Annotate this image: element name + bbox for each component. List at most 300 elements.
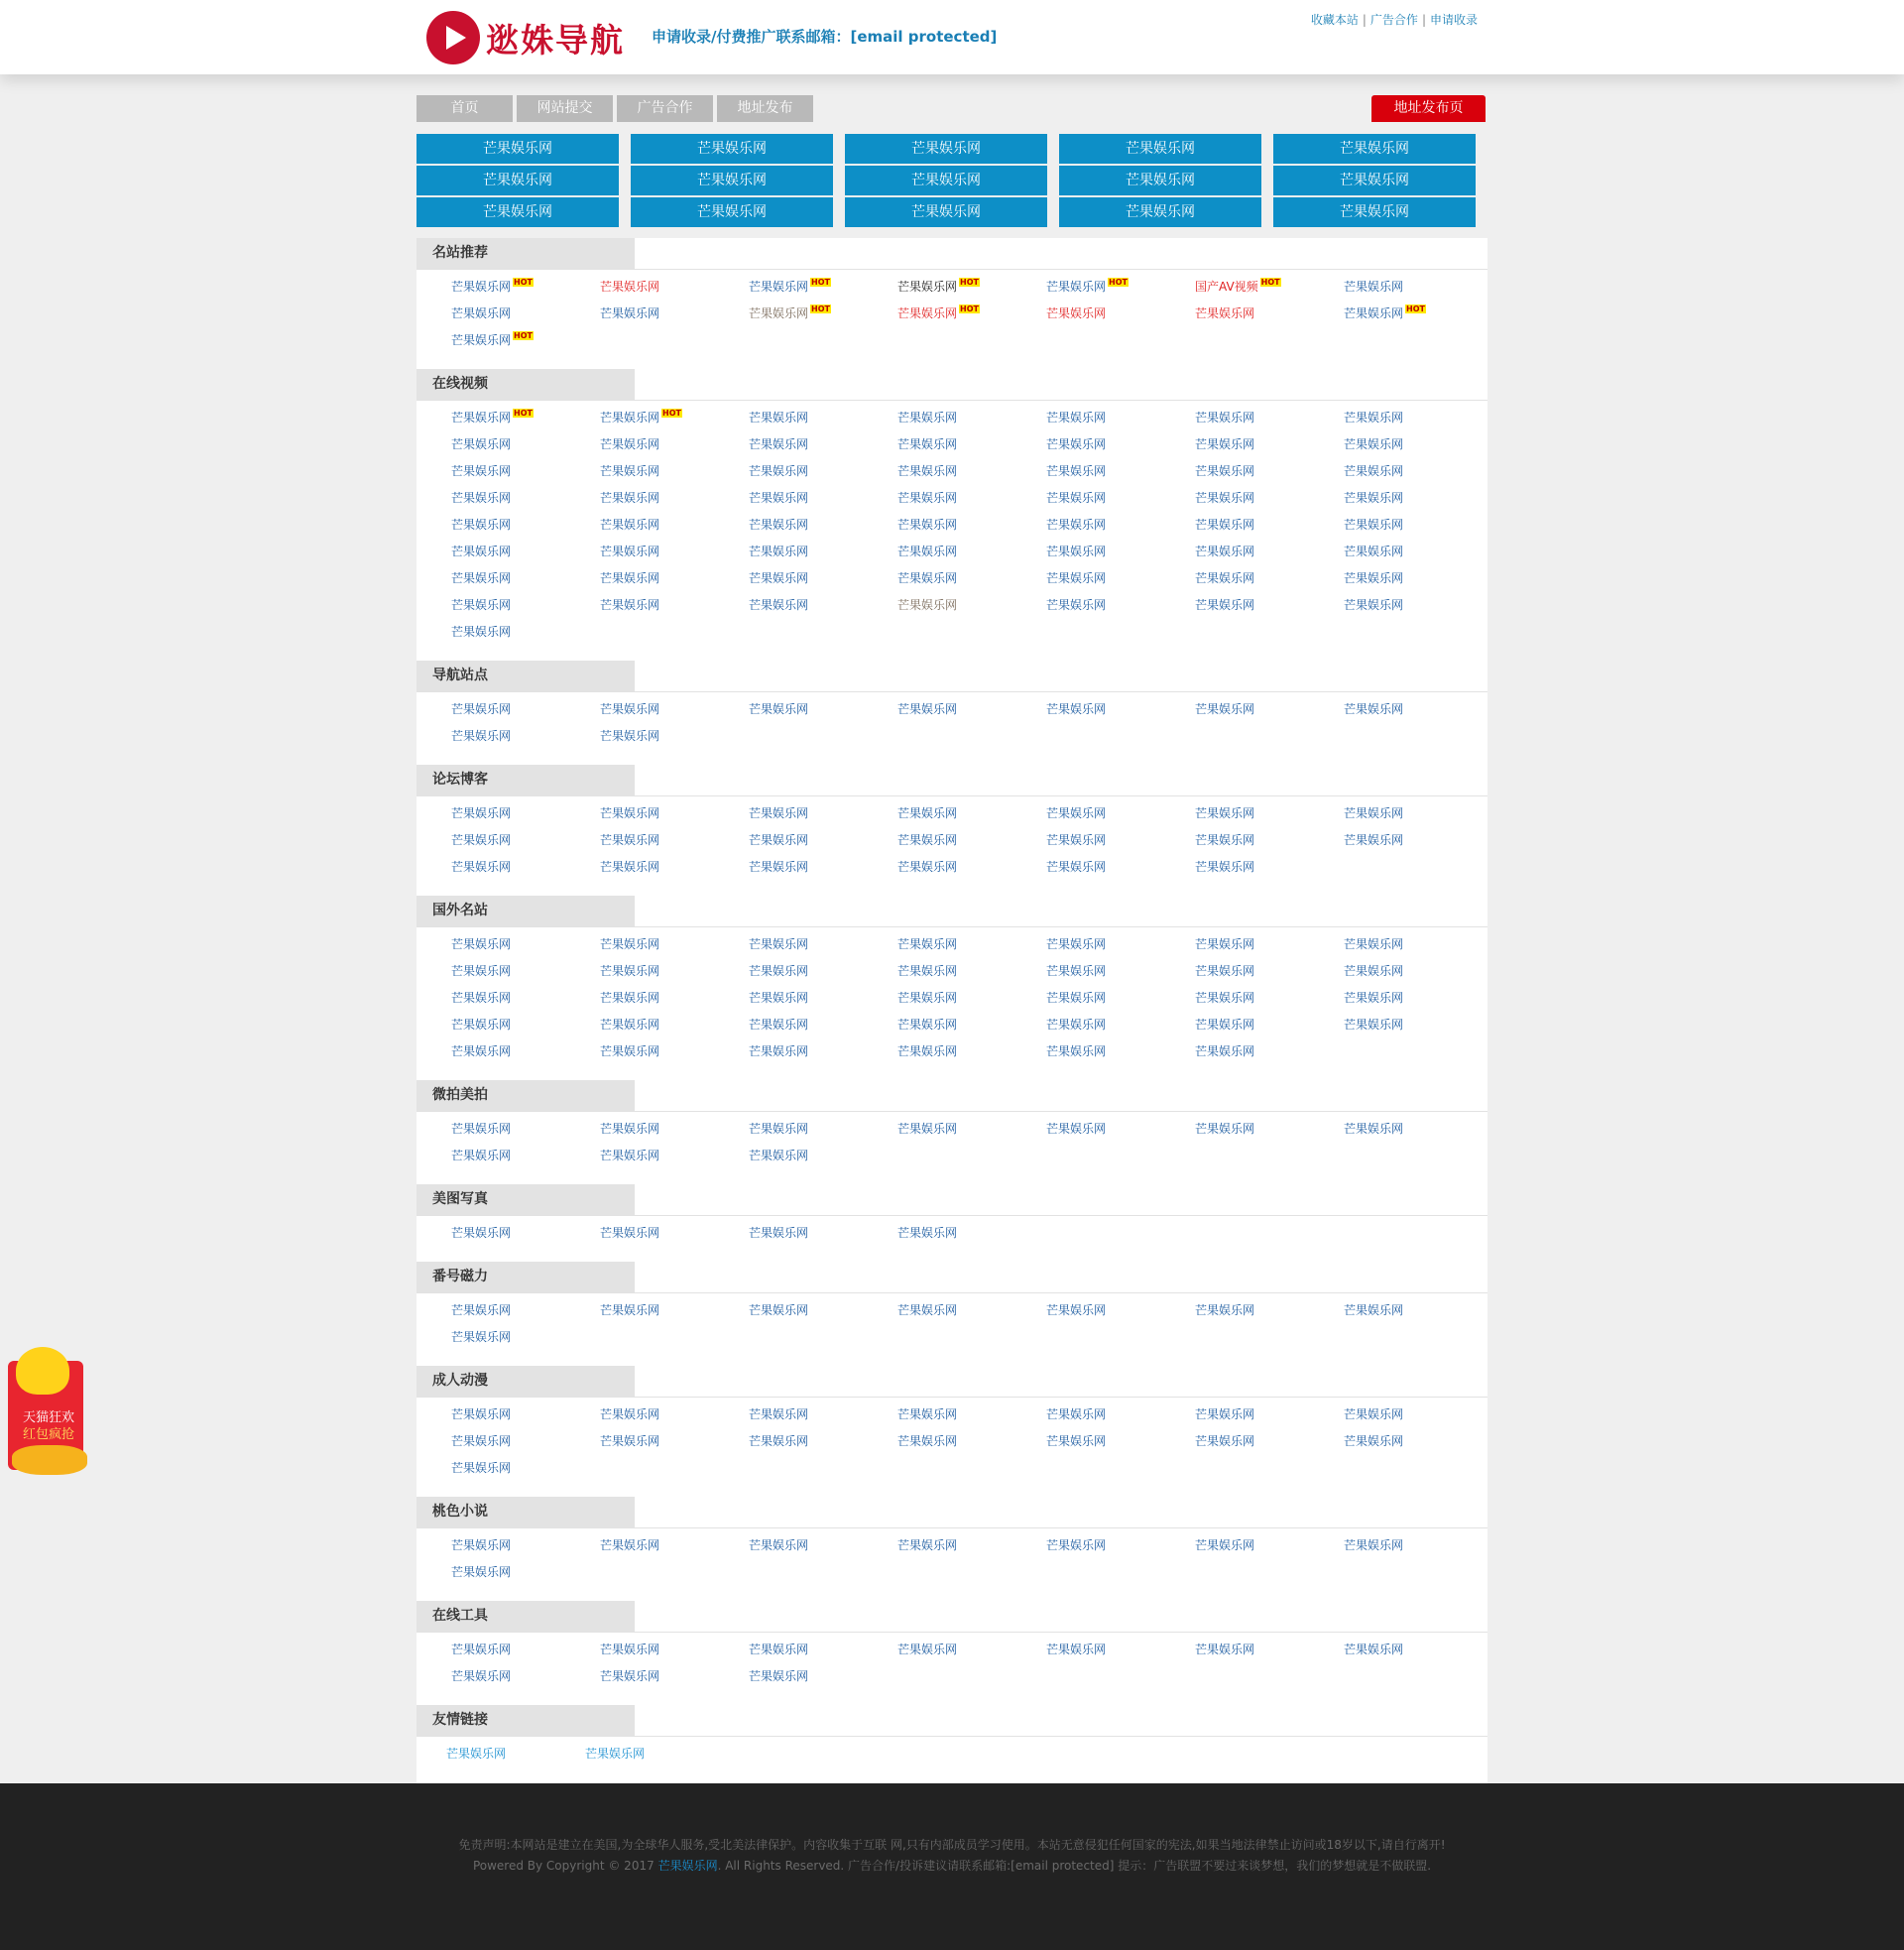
site-link[interactable] — [1344, 1534, 1492, 1556]
site-link[interactable] — [451, 433, 600, 455]
site-link-label: 芒果娱乐网 — [1195, 545, 1255, 558]
site-link[interactable] — [897, 829, 1046, 851]
site-link[interactable] — [451, 1014, 600, 1036]
ad-cooperation-link[interactable]: 广告合作 — [1369, 13, 1418, 27]
site-link[interactable] — [600, 541, 749, 562]
site-link-label: 芒果娱乐网 — [1195, 1643, 1255, 1656]
site-link[interactable] — [451, 329, 600, 351]
site-link[interactable] — [451, 1040, 600, 1062]
ad-line2: 红包疯抢 — [22, 1427, 74, 1442]
site-link[interactable] — [600, 407, 749, 428]
site-link[interactable] — [749, 1534, 897, 1556]
featured-link[interactable]: 芒果娱乐网 — [845, 197, 1047, 227]
nav-address-publish[interactable]: 地址发布 — [717, 95, 813, 122]
site-link[interactable] — [600, 567, 749, 589]
site-link[interactable] — [1344, 1403, 1492, 1425]
site-link-label: 芒果娱乐网 — [1046, 411, 1107, 425]
site-link[interactable] — [1344, 1118, 1492, 1140]
site-link[interactable] — [897, 433, 1046, 455]
apply-inclusion-link[interactable]: 申请收录 — [1429, 13, 1478, 27]
site-link-label: 芒果娱乐网 — [749, 518, 809, 532]
site-link[interactable] — [749, 567, 897, 589]
site-link[interactable] — [600, 802, 749, 824]
site-link[interactable] — [451, 1457, 600, 1479]
site-link[interactable] — [1195, 1639, 1344, 1660]
site-link[interactable] — [1344, 276, 1492, 298]
site-link-label: 芒果娱乐网 — [1046, 991, 1107, 1005]
play-logo-icon — [426, 11, 480, 64]
site-link-label: 芒果娱乐网 — [1344, 937, 1404, 951]
site-link[interactable] — [749, 276, 897, 298]
site-link[interactable] — [1344, 460, 1492, 482]
site-link[interactable] — [1344, 987, 1492, 1009]
site-link[interactable] — [1046, 487, 1195, 509]
site-link[interactable] — [1195, 829, 1344, 851]
site-link-label: 芒果娱乐网 — [1046, 1538, 1107, 1552]
site-link[interactable] — [451, 933, 600, 955]
site-link[interactable] — [1195, 433, 1344, 455]
site-link-label: 芒果娱乐网 — [451, 1149, 512, 1162]
site-link[interactable] — [451, 487, 600, 509]
site-link[interactable] — [600, 487, 749, 509]
site-link-label: 芒果娱乐网 — [451, 729, 512, 743]
site-link[interactable] — [600, 1014, 749, 1036]
site-link-label: 芒果娱乐网 — [1195, 437, 1255, 451]
site-link[interactable] — [749, 1639, 897, 1660]
site-link-label: 芒果娱乐网 — [1344, 464, 1404, 478]
site-link-label: 芒果娱乐网 — [1046, 1434, 1107, 1448]
site-link[interactable] — [749, 514, 897, 536]
site-link-label: 芒果娱乐网 — [1344, 991, 1404, 1005]
site-link-label: 芒果娱乐网 — [451, 491, 512, 505]
site-link-label: 芒果娱乐网 — [749, 598, 809, 612]
site-link[interactable] — [1046, 433, 1195, 455]
site-link-label: 芒果娱乐网 — [897, 1018, 958, 1032]
site-link[interactable] — [1046, 856, 1195, 878]
site-link-label: 芒果娱乐网 — [1195, 1434, 1255, 1448]
site-link[interactable] — [600, 1222, 749, 1244]
site-link-label: 芒果娱乐网 — [1344, 1538, 1404, 1552]
site-link-label: 芒果娱乐网 — [451, 1407, 512, 1421]
site-link[interactable] — [749, 1665, 897, 1687]
site-link-label: 芒果娱乐网 — [451, 545, 512, 558]
featured-link[interactable]: 芒果娱乐网 — [631, 134, 833, 164]
site-link[interactable] — [600, 1403, 749, 1425]
featured-link[interactable]: 芒果娱乐网 — [1059, 166, 1261, 195]
site-link[interactable] — [451, 1326, 600, 1348]
featured-link[interactable]: 芒果娱乐网 — [416, 134, 619, 164]
site-link[interactable] — [897, 1639, 1046, 1660]
site-link[interactable] — [1195, 1403, 1344, 1425]
site-link[interactable] — [749, 1118, 897, 1140]
site-link[interactable] — [749, 407, 897, 428]
site-link[interactable] — [600, 276, 749, 298]
site-link[interactable] — [451, 460, 600, 482]
featured-link[interactable]: 芒果娱乐网 — [416, 197, 619, 227]
site-link[interactable] — [1344, 802, 1492, 824]
site-link[interactable] — [1195, 933, 1344, 955]
site-link[interactable] — [897, 1299, 1046, 1321]
floating-ad[interactable] — [2, 1341, 88, 1482]
site-link-label: 芒果娱乐网 — [600, 598, 660, 612]
site-link[interactable] — [451, 621, 600, 643]
site-link[interactable] — [1195, 567, 1344, 589]
site-link[interactable] — [897, 698, 1046, 720]
site-link[interactable] — [897, 802, 1046, 824]
nav-submit-site[interactable]: 网站提交 — [517, 95, 613, 122]
site-link[interactable] — [749, 433, 897, 455]
site-link[interactable] — [451, 1639, 600, 1660]
site-link[interactable] — [897, 594, 1046, 616]
site-link[interactable] — [600, 987, 749, 1009]
site-link[interactable] — [1046, 960, 1195, 982]
site-link[interactable] — [1195, 856, 1344, 878]
featured-link[interactable]: 芒果娱乐网 — [631, 166, 833, 195]
hot-badge: HOT — [960, 278, 979, 287]
site-link-label: 芒果娱乐网 — [1046, 1018, 1107, 1032]
site-link[interactable] — [1046, 1430, 1195, 1452]
friend-link[interactable]: 芒果娱乐网 — [585, 1747, 646, 1761]
site-link[interactable] — [451, 1145, 600, 1166]
site-logo[interactable] — [426, 10, 625, 65]
site-link[interactable] — [600, 1430, 749, 1452]
site-link[interactable] — [897, 1403, 1046, 1425]
site-link[interactable] — [749, 1014, 897, 1036]
site-link[interactable] — [1046, 698, 1195, 720]
site-link-label: 芒果娱乐网 — [1344, 491, 1404, 505]
site-link[interactable] — [1344, 303, 1492, 324]
site-link[interactable] — [451, 856, 600, 878]
site-link[interactable] — [600, 594, 749, 616]
site-link-label: 芒果娱乐网 — [1046, 491, 1107, 505]
site-link[interactable] — [600, 725, 749, 747]
site-link[interactable] — [451, 1118, 600, 1140]
site-link-label: 芒果娱乐网 — [1195, 702, 1255, 716]
site-link[interactable] — [1046, 1299, 1195, 1321]
site-link[interactable] — [600, 514, 749, 536]
site-link[interactable] — [897, 567, 1046, 589]
publish-page-button[interactable]: 地址发布页 — [1371, 95, 1486, 122]
site-link[interactable] — [451, 1222, 600, 1244]
site-link[interactable] — [1195, 1534, 1344, 1556]
site-link-label: 芒果娱乐网 — [749, 1669, 809, 1683]
section-title: 友情链接 — [416, 1705, 635, 1736]
site-link-label: 芒果娱乐网 — [451, 411, 512, 425]
nav-home[interactable]: 首页 — [416, 95, 513, 122]
site-link[interactable] — [600, 460, 749, 482]
site-link-label: 芒果娱乐网 — [1195, 571, 1255, 585]
site-link-label: 芒果娱乐网 — [1046, 1044, 1107, 1058]
site-link[interactable] — [1046, 567, 1195, 589]
site-link-label: 芒果娱乐网 — [600, 437, 660, 451]
site-link-label: 芒果娱乐网 — [749, 437, 809, 451]
site-link[interactable] — [1344, 541, 1492, 562]
site-link-label: 芒果娱乐网 — [600, 491, 660, 505]
site-link-label: 芒果娱乐网 — [1344, 545, 1404, 558]
site-link[interactable] — [1344, 433, 1492, 455]
site-link-label: 芒果娱乐网 — [749, 991, 809, 1005]
featured-link[interactable]: 芒果娱乐网 — [1273, 134, 1476, 164]
site-link[interactable] — [1046, 987, 1195, 1009]
site-link[interactable] — [1344, 960, 1492, 982]
site-link-label: 芒果娱乐网 — [749, 1538, 809, 1552]
site-link[interactable] — [600, 1118, 749, 1140]
site-link[interactable] — [749, 1222, 897, 1244]
site-link[interactable] — [1046, 594, 1195, 616]
site-link[interactable] — [749, 487, 897, 509]
site-link-label: 芒果娱乐网 — [1344, 806, 1404, 820]
site-link-label: 芒果娱乐网 — [600, 545, 660, 558]
site-link[interactable] — [600, 856, 749, 878]
site-link[interactable] — [1046, 1403, 1195, 1425]
site-link-label: 芒果娱乐网 — [1344, 1018, 1404, 1032]
site-link[interactable] — [749, 1430, 897, 1452]
site-link[interactable] — [451, 960, 600, 982]
site-link[interactable] — [1195, 1299, 1344, 1321]
site-link[interactable] — [897, 933, 1046, 955]
gold-coins-icon — [12, 1445, 87, 1475]
site-link[interactable] — [1046, 1040, 1195, 1062]
site-link-label: 芒果娱乐网 — [897, 1538, 958, 1552]
site-link-label: 芒果娱乐网 — [600, 991, 660, 1005]
main-content — [416, 238, 1488, 1783]
site-link[interactable] — [451, 802, 600, 824]
site-link[interactable] — [1344, 594, 1492, 616]
site-link[interactable] — [1195, 1040, 1344, 1062]
site-link[interactable] — [451, 541, 600, 562]
bookmark-link[interactable]: 收藏本站 — [1310, 13, 1359, 27]
site-link-label: 芒果娱乐网 — [897, 437, 958, 451]
site-link[interactable] — [1195, 1014, 1344, 1036]
site-link-label: 芒果娱乐网 — [1046, 1122, 1107, 1136]
site-link[interactable] — [749, 829, 897, 851]
featured-link[interactable]: 芒果娱乐网 — [631, 197, 833, 227]
featured-link[interactable]: 芒果娱乐网 — [1273, 166, 1476, 195]
site-link[interactable] — [1046, 1118, 1195, 1140]
featured-link[interactable]: 芒果娱乐网 — [1059, 134, 1261, 164]
site-link[interactable] — [1344, 1430, 1492, 1452]
site-link[interactable] — [451, 1430, 600, 1452]
site-link[interactable] — [1195, 514, 1344, 536]
site-link-label: 芒果娱乐网 — [451, 437, 512, 451]
featured-link[interactable]: 芒果娱乐网 — [845, 134, 1047, 164]
site-link-label: 芒果娱乐网 — [600, 964, 660, 978]
site-link-label: 芒果娱乐网 — [451, 1434, 512, 1448]
site-link[interactable] — [451, 725, 600, 747]
site-link[interactable] — [600, 829, 749, 851]
site-link[interactable] — [1344, 487, 1492, 509]
site-link-label: 芒果娱乐网 — [749, 860, 809, 874]
site-link[interactable] — [1344, 829, 1492, 851]
site-link[interactable] — [1195, 960, 1344, 982]
site-link[interactable] — [897, 1222, 1046, 1244]
site-link-label: 芒果娱乐网 — [1046, 806, 1107, 820]
site-link[interactable] — [1344, 1639, 1492, 1660]
site-link[interactable] — [1195, 460, 1344, 482]
site-link[interactable] — [600, 433, 749, 455]
site-link[interactable] — [749, 698, 897, 720]
footer-site-link[interactable]: 芒果娱乐网 — [657, 1859, 718, 1873]
site-link[interactable] — [451, 303, 600, 324]
site-link[interactable] — [451, 829, 600, 851]
site-link[interactable] — [749, 594, 897, 616]
site-link-label: 芒果娱乐网 — [1344, 702, 1404, 716]
site-link-label: 芒果娱乐网 — [1195, 1018, 1255, 1032]
site-link[interactable] — [451, 698, 600, 720]
site-link[interactable] — [1195, 276, 1344, 298]
site-link[interactable] — [1344, 1299, 1492, 1321]
site-link[interactable] — [897, 1430, 1046, 1452]
site-link[interactable] — [897, 1534, 1046, 1556]
site-link[interactable] — [1195, 1430, 1344, 1452]
top-header — [0, 0, 1904, 74]
site-link-label: 芒果娱乐网 — [897, 833, 958, 847]
site-link-label: 芒果娱乐网 — [749, 937, 809, 951]
section-header — [416, 661, 1488, 692]
site-link[interactable] — [897, 856, 1046, 878]
site-link[interactable] — [1046, 933, 1195, 955]
site-link[interactable] — [451, 1403, 600, 1425]
site-link[interactable] — [1046, 514, 1195, 536]
featured-link[interactable]: 芒果娱乐网 — [1273, 197, 1476, 227]
site-link[interactable] — [897, 460, 1046, 482]
site-link[interactable] — [749, 856, 897, 878]
site-link[interactable] — [897, 487, 1046, 509]
site-link-label: 芒果娱乐网 — [897, 280, 958, 294]
site-link[interactable] — [897, 407, 1046, 428]
site-link[interactable] — [749, 1145, 897, 1166]
site-link-label: 芒果娱乐网 — [1046, 1643, 1107, 1656]
site-link[interactable] — [451, 1534, 600, 1556]
site-link[interactable] — [1344, 514, 1492, 536]
site-link[interactable] — [1195, 303, 1344, 324]
section-title: 美图写真 — [416, 1184, 635, 1215]
site-link-label: 芒果娱乐网 — [600, 1407, 660, 1421]
site-link[interactable] — [600, 1145, 749, 1166]
site-link[interactable] — [1195, 1118, 1344, 1140]
site-link[interactable] — [600, 1040, 749, 1062]
site-link[interactable] — [897, 303, 1046, 324]
site-link-label: 芒果娱乐网 — [1344, 306, 1404, 320]
site-link[interactable] — [897, 276, 1046, 298]
site-link[interactable] — [897, 514, 1046, 536]
site-link[interactable] — [897, 1014, 1046, 1036]
site-link[interactable] — [1195, 407, 1344, 428]
site-link-label: 芒果娱乐网 — [600, 1122, 660, 1136]
site-link[interactable] — [897, 541, 1046, 562]
site-link[interactable] — [749, 1040, 897, 1062]
site-link[interactable] — [749, 987, 897, 1009]
site-link-label: 芒果娱乐网 — [897, 545, 958, 558]
site-link-label: 芒果娱乐网 — [451, 625, 512, 639]
site-link[interactable] — [897, 1118, 1046, 1140]
site-link[interactable] — [1046, 541, 1195, 562]
site-link[interactable] — [451, 594, 600, 616]
site-link[interactable] — [1195, 487, 1344, 509]
tagline: 申请收录/付费推广联系邮箱：[email protected] — [652, 28, 998, 46]
site-link-label: 芒果娱乐网 — [600, 806, 660, 820]
site-link[interactable] — [1195, 802, 1344, 824]
site-link[interactable] — [1195, 594, 1344, 616]
site-link[interactable] — [1046, 829, 1195, 851]
site-link-label: 芒果娱乐网 — [897, 937, 958, 951]
site-link[interactable] — [749, 960, 897, 982]
site-link-label: 芒果娱乐网 — [897, 1407, 958, 1421]
site-link[interactable] — [1046, 1534, 1195, 1556]
hot-badge: HOT — [811, 305, 830, 313]
section-title: 国外名站 — [416, 896, 635, 926]
site-link-label: 芒果娱乐网 — [1046, 598, 1107, 612]
site-link[interactable] — [1046, 407, 1195, 428]
site-link[interactable] — [600, 1665, 749, 1687]
site-link[interactable] — [897, 1040, 1046, 1062]
featured-link[interactable]: 芒果娱乐网 — [1059, 197, 1261, 227]
site-link[interactable] — [1344, 1014, 1492, 1036]
site-link[interactable] — [1195, 987, 1344, 1009]
site-link[interactable] — [451, 1665, 600, 1687]
site-link[interactable] — [749, 303, 897, 324]
section-header — [416, 1601, 1488, 1633]
nav-ad-cooperation[interactable]: 广告合作 — [617, 95, 713, 122]
site-link[interactable] — [451, 987, 600, 1009]
site-link[interactable] — [749, 460, 897, 482]
site-link-label: 芒果娱乐网 — [749, 411, 809, 425]
friend-link[interactable]: 芒果娱乐网 — [446, 1747, 507, 1761]
site-link[interactable] — [451, 407, 600, 428]
site-link[interactable] — [749, 541, 897, 562]
site-link[interactable] — [1046, 460, 1195, 482]
site-link-label: 芒果娱乐网 — [897, 1226, 958, 1240]
site-link[interactable] — [1344, 407, 1492, 428]
site-link[interactable] — [1344, 698, 1492, 720]
site-link-label: 芒果娱乐网 — [600, 1669, 660, 1683]
site-link[interactable] — [897, 987, 1046, 1009]
site-link[interactable] — [600, 698, 749, 720]
site-link[interactable] — [1046, 1014, 1195, 1036]
site-link[interactable] — [600, 933, 749, 955]
site-link-label: 芒果娱乐网 — [1344, 1122, 1404, 1136]
site-link[interactable] — [749, 933, 897, 955]
site-link[interactable] — [600, 303, 749, 324]
site-link[interactable] — [1046, 303, 1195, 324]
site-link[interactable] — [749, 1403, 897, 1425]
site-link[interactable] — [451, 514, 600, 536]
site-link[interactable] — [1344, 933, 1492, 955]
site-link[interactable] — [749, 802, 897, 824]
site-link[interactable] — [1046, 802, 1195, 824]
site-link[interactable] — [897, 960, 1046, 982]
site-link[interactable] — [600, 1639, 749, 1660]
featured-link[interactable]: 芒果娱乐网 — [845, 166, 1047, 195]
site-link[interactable] — [1195, 698, 1344, 720]
site-link[interactable] — [1344, 567, 1492, 589]
site-link[interactable] — [600, 1534, 749, 1556]
site-link[interactable] — [1046, 1639, 1195, 1660]
site-link-label: 芒果娱乐网 — [600, 1303, 660, 1317]
site-link[interactable] — [749, 1299, 897, 1321]
site-link[interactable] — [451, 276, 600, 298]
section-header — [416, 1705, 1488, 1737]
site-link[interactable] — [600, 960, 749, 982]
site-link[interactable] — [451, 567, 600, 589]
site-link[interactable] — [600, 1299, 749, 1321]
section-title: 论坛博客 — [416, 765, 635, 795]
site-link[interactable] — [1046, 276, 1195, 298]
site-link[interactable] — [451, 1299, 600, 1321]
site-link[interactable] — [451, 1561, 600, 1583]
featured-link[interactable]: 芒果娱乐网 — [416, 166, 619, 195]
site-link[interactable] — [1195, 541, 1344, 562]
